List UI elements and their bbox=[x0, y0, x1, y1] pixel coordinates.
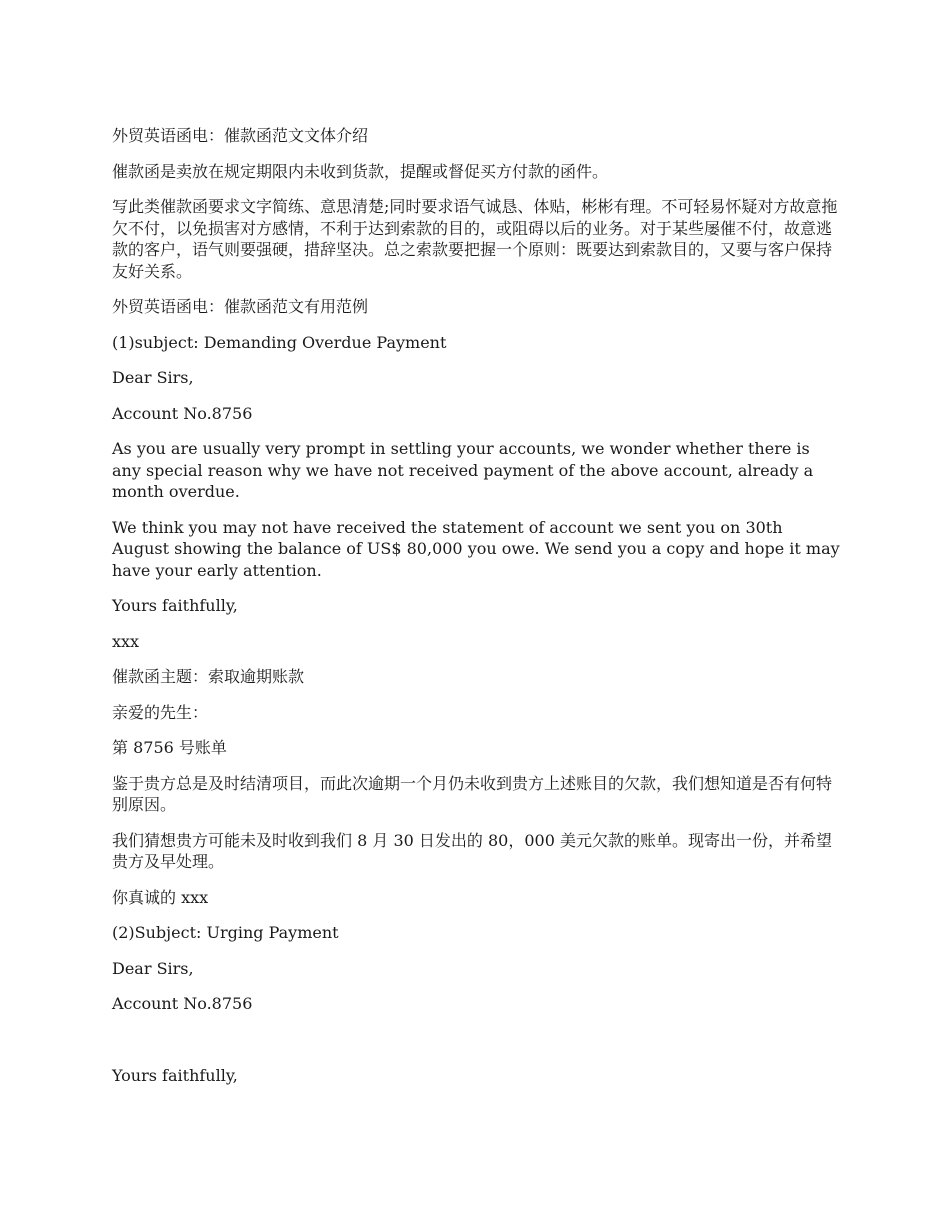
letter1-salutation: Dear Sirs, bbox=[112, 368, 194, 387]
section-heading-intro: 外贸英语函电：催款函范文文体介绍 bbox=[112, 126, 369, 145]
letter1-cn-closing: 你真诚的 xxx bbox=[112, 887, 209, 907]
letter1-subject: (1)subject: Demanding Overdue Payment bbox=[112, 332, 447, 352]
letter2-salutation: Dear Sirs, bbox=[112, 958, 194, 978]
letter2-subject: (2)Subject: Urging Payment bbox=[112, 923, 339, 942]
letter2-closing: Yours faithfully, bbox=[112, 1065, 238, 1085]
letter1-cn-salutation: 亲爱的先生： bbox=[112, 702, 209, 722]
paragraph-writing-guidance: 写此类催款函要求文字简练、意思清楚;同时要求语气诚恳、体贴，彬彬有理。不可轻易怀疑对方故意拖欠不付，以免损害对方感情，不利于达到索款的目的，或阻碍以后的业务。对于某些屡催不付，故意逃款的客户，语气则要强硬，措辞坚决。总之索款要把握一个原则：既要达到索款目的，又要与客户保持友好关系。 bbox=[112, 197, 838, 281]
letter1-cn-body-2: 我们猜想贵方可能未及时收到我们 8 月 30 日发出的 80，000 美元欠款的账单。现寄出一份，并希望贵方及早处理。 bbox=[112, 830, 832, 871]
letter2-account: Account No.8756 bbox=[112, 994, 253, 1013]
letter1-body-1: As you are usually very prompt in settling your accounts, we wonder whether there is any special reason why we have not received payment of the above account, already a month overdue. bbox=[112, 439, 814, 501]
section-heading-examples: 外贸英语函电：催款函范文有用范例 bbox=[112, 297, 369, 316]
letter1-cn-body-1: 鉴于贵方总是及时结清项目，而此次逾期一个月仍未收到贵方上述账目的欠款，我们想知道是否有何特别原因。 bbox=[112, 773, 833, 814]
paragraph-definition: 催款函是卖放在规定期限内未收到货款，提醒或督促买方付款的函件。 bbox=[112, 161, 609, 181]
blank-gap bbox=[112, 1029, 840, 1065]
letter1-account: Account No.8756 bbox=[112, 403, 253, 423]
letter1-cn-account: 第 8756 号账单 bbox=[112, 738, 227, 757]
letter1-closing: Yours faithfully, bbox=[112, 596, 238, 615]
letter1-signature: xxx bbox=[112, 631, 140, 651]
letter1-cn-subject: 催款函主题：索取逾期账款 bbox=[112, 667, 305, 686]
document-body bbox=[112, 125, 840, 1100]
letter1-body-2: We think you may not have received the statement of account we sent you on 30th August showing the balance of US$ 80,000 you owe. We send you a copy and hope it may have your early attention. bbox=[112, 517, 840, 580]
